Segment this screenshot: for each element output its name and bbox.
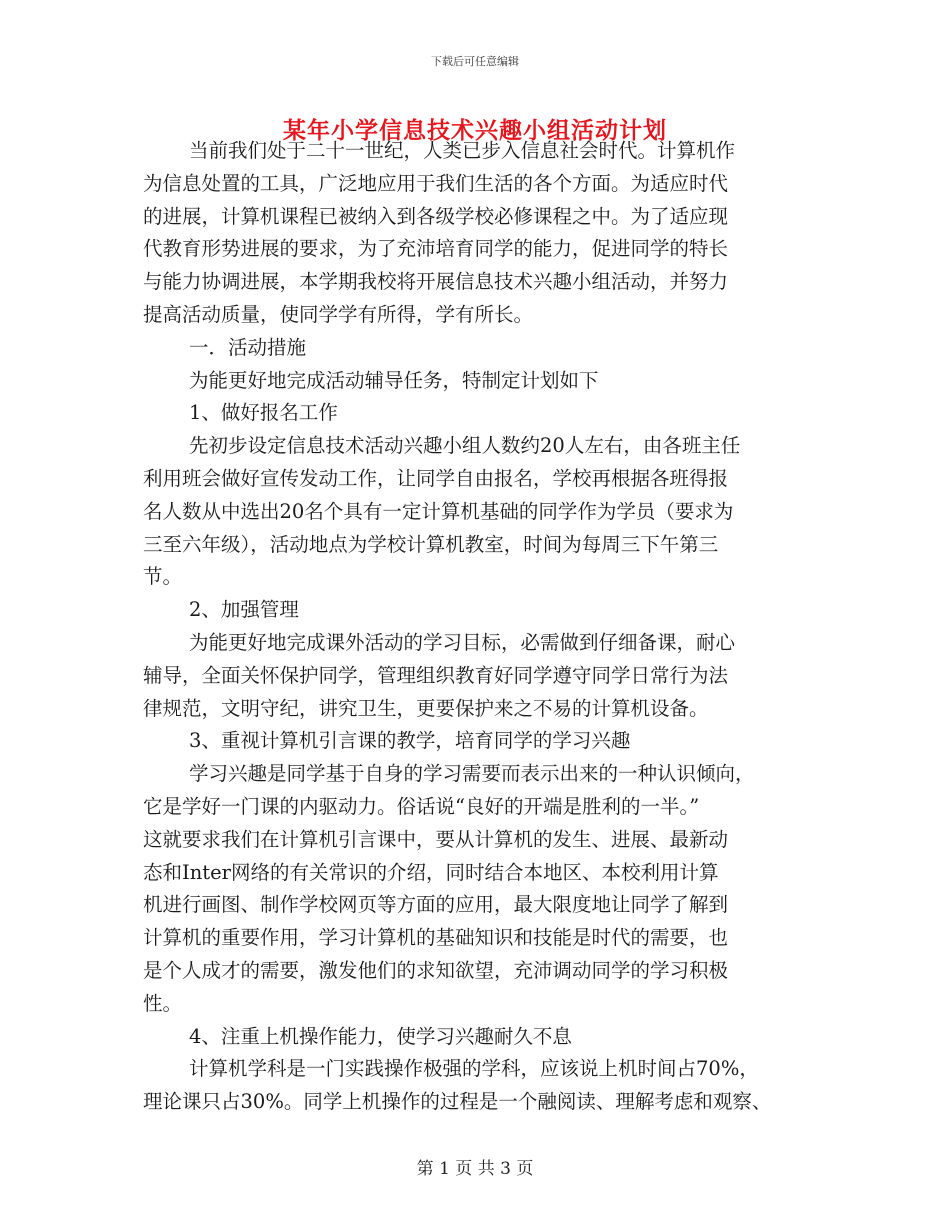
body-line: 先初步设定信息技术活动兴趣小组人数约20人左右，由各班主任 [189, 434, 741, 458]
body-line: 这就要求我们在计算机引言课中，要从计算机的发生、进展、最新动 [143, 827, 729, 851]
body-line: 提高活动质量，使同学学有所得，学有所长。 [143, 302, 534, 326]
body-line: 计算机学科是一门实践操作极强的学科，应该说上机时间占70%， [189, 1057, 759, 1081]
body-line: 计算机的重要作用，学习计算机的基础知识和技能是时代的需要，也 [143, 926, 729, 950]
body-line: 的进展，计算机课程已被纳入到各级学校必修课程之中。为了适应现 [143, 204, 729, 228]
document-body [143, 135, 808, 1119]
body-line: 态和Inter网络的有关常识的介绍，同时结合本地区、本校利用计算 [143, 860, 719, 884]
body-line: 为能更好地完成活动辅导任务，特制定计划如下 [189, 368, 599, 392]
body-line: 是个人成才的需要，激发他们的求知欲望，充沛调动同学的学习积极 [143, 958, 729, 982]
body-line: 一．活动措施 [189, 335, 307, 359]
body-line: 节。 [143, 565, 183, 589]
body-line: 学习兴趣是同学基于自身的学习需要而表示出来的一种认识倾向， [189, 762, 755, 786]
body-line: 辅导，全面关怀保护同学，管理组织教育好同学遵守同学日常行为法 [143, 663, 729, 687]
body-line: 当前我们处于二十一世纪，人类已步入信息社会时代。计算机作 [189, 139, 736, 162]
document-title: 某年小学信息技术兴趣小组活动计划 [283, 117, 667, 144]
body-line: 律规范，文明守纪，讲究卫生，更要保护来之不易的计算机设备。 [143, 696, 709, 720]
body-line: 性。 [143, 991, 183, 1015]
body-line: 它是学好一门课的内驱动力。俗话说“良好的开端是胜利的一半。” [143, 794, 700, 818]
body-line: 为信息处置的工具，广泛地应用于我们生活的各个方面。为适应时代 [143, 171, 729, 195]
body-line: 为能更好地完成课外活动的学习目标，必需做到仔细备课，耐心 [189, 630, 736, 654]
body-line: 与能力协调进展，本学期我校将开展信息技术兴趣小组活动，并努力 [143, 270, 729, 294]
page-footer: 第 1 页 共 3 页 [416, 1159, 534, 1179]
body-line: 三至六年级），活动地点为学校计算机教室，时间为每周三下午第三 [143, 532, 719, 556]
body-line: 3、重视计算机引言课的教学，培育同学的学习兴趣 [189, 729, 631, 753]
body-line: 代教育形势进展的要求，为了充沛培育同学的能力，促进同学的特长 [143, 237, 729, 261]
body-line: 理论课只占30%。同学上机操作的过程是一个融阅读、理解考虑和观察、 [143, 1090, 772, 1114]
body-line: 4、注重上机操作能力，使学习兴趣耐久不息 [189, 1024, 572, 1048]
body-line: 机进行画图、制作学校网页等方面的应用，最大限度地让同学了解到 [143, 893, 729, 917]
body-line: 2、加强管理 [189, 598, 299, 622]
body-line: 利用班会做好宣传发动工作，让同学自由报名，学校再根据各班得报 [143, 466, 729, 490]
body-line: 1、做好报名工作 [189, 401, 338, 425]
body-line: 名人数从中选出20名个具有一定计算机基础的同学作为学员（要求为 [143, 499, 734, 523]
header-note: 下载后可任意编辑 [431, 55, 519, 68]
